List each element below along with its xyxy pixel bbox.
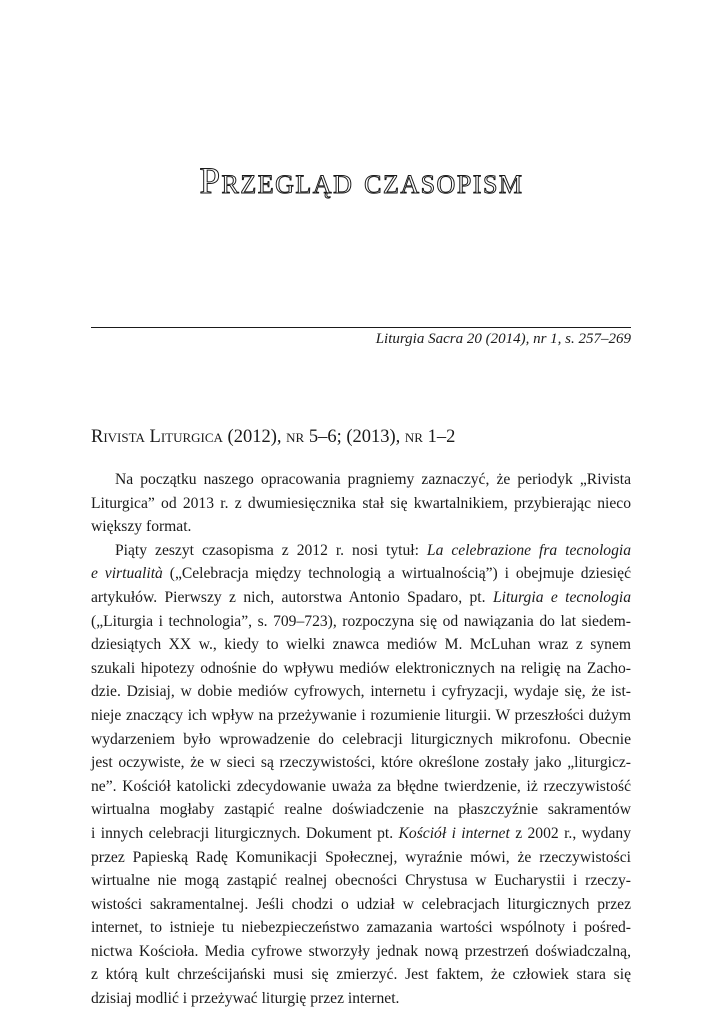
text-line: ne”. Kościół katolicki zdecydowanie uważa za błędne twierdzenie, iż rzeczywistość [91, 777, 631, 795]
header-rule [91, 327, 631, 328]
text-line: wistości sakramentalnej. Jeśli chodzi o udział w celebracjach liturgicznych przez [91, 895, 631, 913]
text-run: artykułów. Pierwszy z nich, autorstwa Antonio Spadaro, pt. [91, 588, 493, 606]
review-title: Rivista Liturgica (2012), nr 5–6; (2013), nr 1–2 [91, 427, 456, 447]
text-line: szukali hipotezy odnośnie do wpływu mediów elektronicznych na religię na Zacho- [91, 659, 631, 677]
text-line: większy format. [91, 518, 192, 536]
text-line: Liturgica” od 2013 r. z dwumiesięcznika stał się kwartalnikiem, przybierając nieco [91, 494, 631, 512]
text-line [91, 539, 631, 563]
paragraph-1 [91, 468, 631, 539]
italic-title: Liturgia e tecnologia [492, 588, 632, 606]
journal-citation: Liturgia Sacra 20 (2014), nr 1, s. 257–269 [375, 331, 631, 347]
italic-title: La celebrazione fra tecnologia [426, 541, 631, 559]
text-line [91, 822, 631, 846]
text-run: („Celebracja między technologią a wirtualnością”) i obejmuje dziesięć [162, 565, 631, 583]
text-line: jest oczywiste, że w sieci są rzeczywistości, które określone zostały jako „liturgicz- [91, 754, 631, 772]
text-line: nictwa Kościoła. Media cyfrowe stworzyły jednak nową przestrzeń doświadczalną, [91, 942, 631, 960]
text-line: wydarzeniem było wprowadzenie do celebracji liturgicznych mikrofonu. Obecnie [91, 730, 631, 748]
text-line [91, 586, 631, 610]
text-run: Piąty zeszyt czasopisma z 2012 r. nosi tytuł: [115, 541, 427, 559]
text-line: („Liturgia i technologia”, s. 709–723), rozpoczyna się od nawiązania do lat siedem- [91, 612, 631, 630]
text-run: i innych celebracji liturgicznych. Dokument pt. [91, 824, 399, 842]
paragraph-2 [91, 539, 631, 1011]
text-line: nieje znaczący ich wpływ na przeżywanie i rozumienie liturgii. W przeszłości dużym [91, 706, 631, 724]
section-title: Przegląd czasopism [199, 161, 524, 202]
text-line: dzisiaj modlić i przeżywać liturgię przez internet. [91, 990, 400, 1008]
italic-title: Kościół i internet [398, 824, 510, 842]
article-body [91, 468, 631, 1011]
text-line [91, 562, 631, 586]
text-line: internet, to istnieje tu niebezpieczeństwo zamazania wartości wspólnoty i pośred- [91, 919, 631, 937]
text-line: wirtualne nie mogą zastąpić realnej obecności Chrystusa w Eucharystii i rzeczy- [91, 872, 631, 890]
text-line: dziesiątych XX w., kiedy to wielki znawca mediów M. McLuhan wraz z synem [91, 636, 631, 654]
text-line: przez Papieską Radę Komunikacji Społecznej, wyraźnie mówi, że rzeczywistości [91, 848, 631, 866]
text-line: Na początku naszego opracowania pragniemy zaznaczyć, że periodyk „Rivista [115, 471, 631, 488]
text-line: dzie. Dzisiaj, w dobie mediów cyfrowych, internetu i cyfryzacji, wydaje się, że ist- [91, 683, 631, 701]
text-line: wirtualna mogłaby zastąpić realne doświadczenie na płaszczyźnie sakramentów [91, 801, 631, 819]
italic-title: e virtualità [91, 565, 163, 583]
text-run: z 2002 r., wydany [509, 824, 631, 842]
text-line: z którą kult chrześcijański musi się zmierzyć. Jest faktem, że człowiek stara się [91, 966, 631, 984]
